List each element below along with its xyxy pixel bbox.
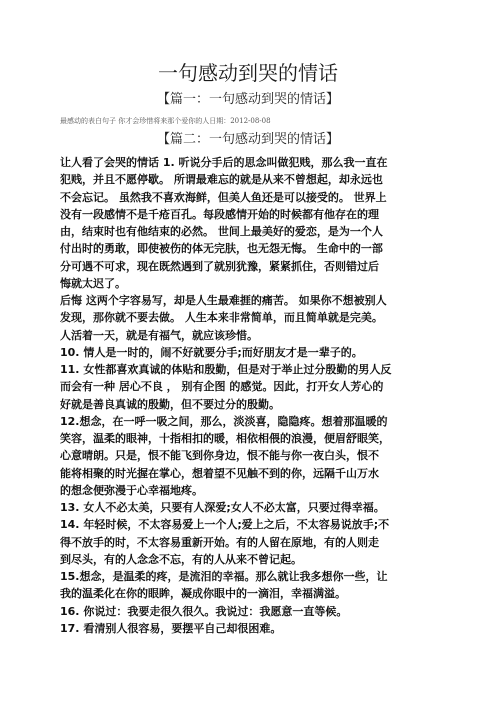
body-line: 而会有一种 居心不良 ， 别有企图 的感觉。因此，打开女人芳心的 (60, 380, 384, 394)
body-line: 13. 女人不必太美，只要有人深爱;女人不必太富，只要过得幸福。 (60, 501, 385, 514)
body-line: 分可遇不可求，现在既然遇到了就别犹豫，紧紧抓住，否则错过后 (60, 259, 379, 273)
body-line: 悔就太迟了。 (60, 276, 126, 290)
body-line: 能将相聚的时光握在掌心，想着望不见触不到的你，远隔千山万水 (60, 466, 379, 480)
section-heading-one: 【篇一：一句感动到哭的情话】 (156, 92, 339, 107)
body-line: 发现，那你就不要去做。 人生本来非常简单，而且简单就是完美。 (60, 311, 383, 325)
body-line: 16. 你说过：我要走很久很久。我说过：我愿意一直等候。 (60, 604, 348, 618)
section-heading-two: 【篇二：一句感动到哭的情话】 (156, 132, 339, 147)
body-line: 到尽头，有的人念念不忘，有的人从来不曾记起。 (60, 552, 302, 566)
body-line: 由，结束时也有他结束的必然。 世间上最美好的爱恋，是为一个人 (60, 225, 383, 238)
body-line: 人活着一天，就是有福气，就应该珍惜。 (60, 328, 258, 342)
body-text (60, 154, 444, 637)
meta-line: 最感动的表白句子 你才会珍惜将来那个爱你的人日期：2012-08-08 (60, 117, 271, 125)
body-line: 12.想念，在一呼一吸之间，那么，淡淡喜，隐隐疼。想着那温暖的 (60, 414, 388, 428)
body-line: 我的温柔化在你的眼眸，凝成你眼中的一滴泪，幸福满溢。 (60, 587, 346, 601)
body-line: 11. 女性都喜欢真诚的体贴和殷勤，但是对于举止过分殷勤的男人反 (60, 363, 392, 376)
body-line: 17. 看清别人很容易，要摆平自己却很困难。 (60, 621, 282, 635)
document-title: 一句感动到哭的情话 (158, 61, 338, 85)
body-line: 后悔 这两个字容易写，却是人生最难捱的痛苦。 如果你不想被别人 (60, 294, 387, 307)
body-line: 得不放手的时，不太容易重新开始。有的人留在原地，有的人则走 (60, 535, 379, 549)
body-line: 付出时的勇敢，即使被伤的体无完肤，也无怨无悔。 生命中的一部 (60, 242, 383, 256)
body-line: 的想念便弥漫于心幸福地疼。 (60, 483, 203, 497)
body-line: 心意晴朗。只是，恨不能飞到你身边，恨不能与你一夜白头，恨不 (60, 449, 379, 463)
body-line: 14. 年轻时候，不太容易爱上一个人;爱上之后，不太容易说放手;不 (60, 518, 390, 532)
body-line: 没有一段感情不是千疮百孔。每段感情开始的时候都有他存在的理 (60, 207, 379, 221)
body-line: 不会忘记。 虽然我不喜欢海鲜，但美人鱼还是可以接受的。 世界上 (60, 190, 387, 204)
body-line: 笑容，温柔的眼神，十指相扣的暖，相依相偎的浪漫，便眉舒眼笑， (60, 432, 390, 445)
body-line: 15.想念，是温柔的疼，是流泪的幸福。那么就让我多想你一些，让 (60, 570, 388, 583)
body-line: 犯贱，并且不愿停歇。 所谓最难忘的就是从来不曾想起，却永远也 (60, 173, 383, 187)
body-line: 让人看了会哭的情话 1. 听说分手后的思念叫做犯贱，那么我一直在 (60, 156, 388, 169)
body-line: 好就是善良真诚的殷勤，但不要过分的殷勤。 (60, 397, 280, 411)
body-line: 10. 情人是一时的，闹不好就要分手;而好朋友才是一辈子的。 (60, 345, 363, 359)
